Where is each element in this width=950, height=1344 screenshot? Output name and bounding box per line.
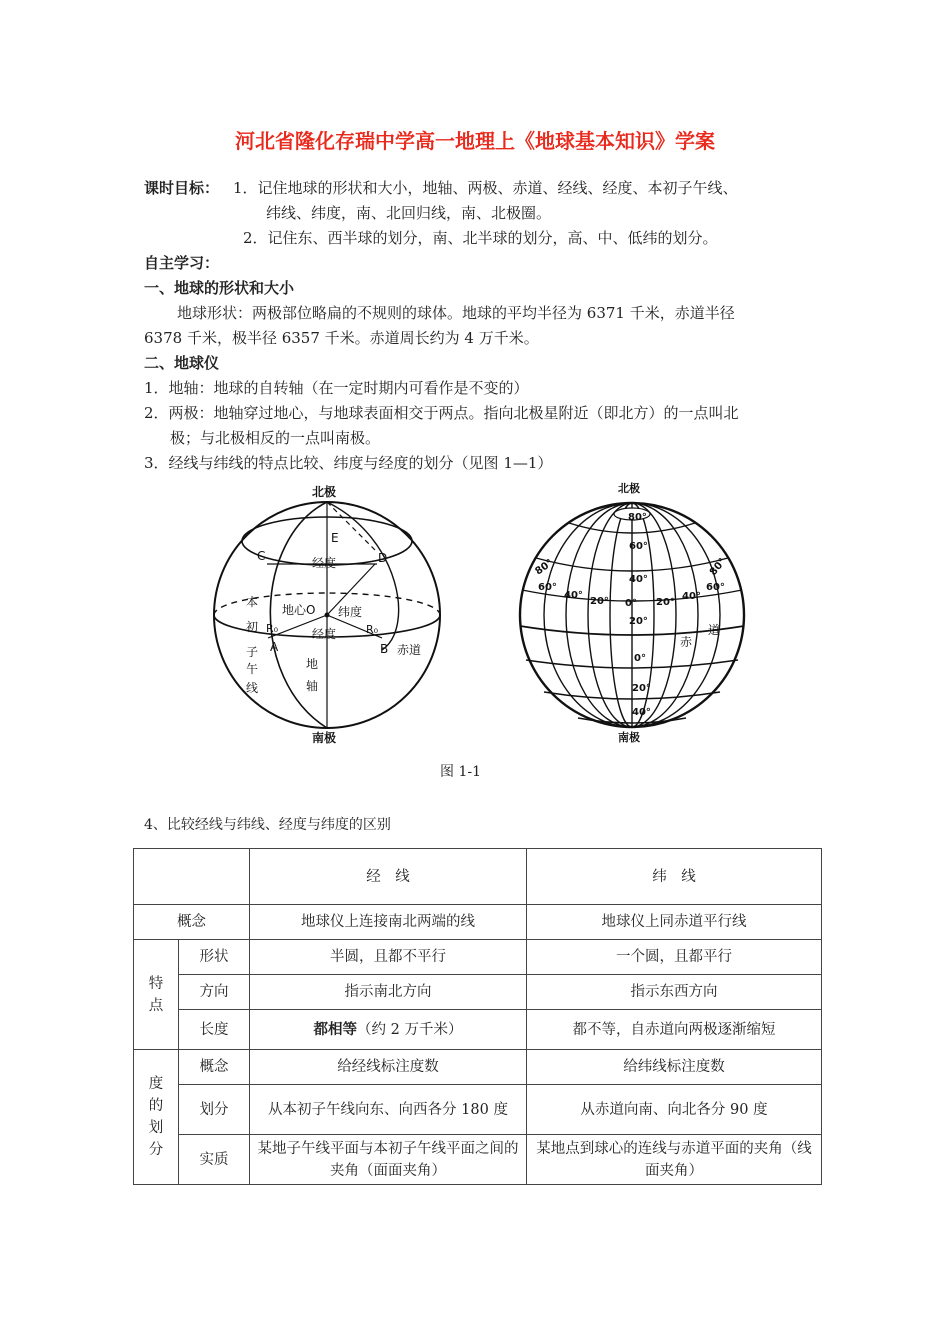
south-pole-label: 南极	[618, 731, 640, 744]
lat-label-40s: 40°	[632, 707, 651, 718]
globe-structure-diagram	[200, 478, 460, 746]
lon-label-e60: 60°	[706, 582, 725, 593]
lon-label-0: 0°	[625, 598, 637, 609]
section1-para-line1: 地球形状：两极部位略扁的不规则的球体。地球的平均半径为 6371 千米，赤道半径	[177, 304, 735, 322]
earth-center-dot	[325, 613, 330, 618]
lat-label-40: 40°	[629, 574, 648, 585]
lat-label-20s: 20°	[632, 683, 651, 694]
cell: 从本初子午线向东、向西各分 180 度	[250, 1085, 527, 1135]
north-pole-label: 北极	[618, 482, 640, 495]
cell: 半圆，且都不平行	[250, 940, 527, 975]
section2-heading: 二、地球仪	[144, 354, 220, 372]
axis-char-2: 轴	[306, 679, 319, 693]
section2-item3: 3．经线与纬线的特点比较、纬度与经度的划分（见图 1—1）	[144, 454, 553, 472]
row-label-division: 划分	[179, 1085, 250, 1135]
south-pole-label: 南极	[312, 731, 337, 745]
features-char-2: 点	[148, 997, 164, 1014]
row-label-direction: 方向	[179, 975, 250, 1010]
cell: 从赤道向南、向北各分 90 度	[527, 1085, 822, 1135]
cell: 指示南北方向	[250, 975, 527, 1010]
self-study-heading: 自主学习：	[144, 254, 220, 272]
prime-meridian-char-3: 子	[246, 645, 259, 659]
table-row	[134, 1085, 822, 1135]
comparison-table	[133, 848, 822, 1185]
point-a: A	[270, 640, 279, 654]
point-b: B	[380, 642, 389, 656]
degree-char-1: 度	[148, 1076, 164, 1092]
cell: 某地子午线平面与本初子午线平面之间的夹角（面面夹角）	[250, 1135, 527, 1185]
page-title: 河北省隆化存瑞中学高一地理上《地球基本知识》学案	[235, 129, 715, 153]
lon-label-e40: 40°	[682, 591, 701, 602]
point-d: D	[378, 551, 388, 565]
degree-char-2: 的	[148, 1098, 164, 1114]
objectives-label: 课时目标：	[144, 179, 220, 197]
lat-label-80: 80°	[628, 512, 647, 523]
equator-char-1: 赤	[680, 635, 693, 649]
length-bold-text: 都相等	[313, 1021, 358, 1038]
lat-label-0: 0°	[634, 653, 646, 664]
section1-para-line2: 6378 千米，极半径 6357 千米。赤道周长约为 4 万千米。	[144, 329, 539, 347]
cell: 指示东西方向	[527, 975, 822, 1010]
row-label-shape: 形状	[179, 940, 250, 975]
section1-heading: 一、地球的形状和大小	[144, 279, 295, 297]
lon-label-w40: 40°	[564, 590, 583, 601]
point-e: E	[331, 531, 339, 545]
header-empty-cell	[134, 849, 250, 905]
table-row	[134, 1010, 822, 1050]
longitude-top-label: 经度	[312, 556, 337, 570]
lon-label-w60: 60°	[538, 582, 557, 593]
cell: 一个圆，且都平行	[527, 940, 822, 975]
cell	[250, 1010, 527, 1050]
prime-meridian-char-4: 午	[246, 662, 259, 676]
group-label-features	[134, 940, 179, 1050]
row-label-concept: 概念	[134, 905, 250, 940]
table-row	[134, 1135, 822, 1185]
lon-label-e80: 80°	[707, 556, 729, 578]
north-pole-label: 北极	[312, 485, 337, 499]
lon-label-w20: 20°	[590, 596, 609, 607]
section2-item1: 1．地轴：地球的自转轴（在一定时期内可看作是不变的）	[144, 379, 529, 397]
objective-1-line1: 1．记住地球的形状和大小，地轴、两极、赤道、经线、经度、本初子午线、	[233, 179, 738, 197]
prime-meridian-char-2: 初	[246, 620, 259, 634]
lon-label-e20: 20°	[656, 597, 675, 608]
prime-meridian-char-1: 本	[246, 595, 259, 609]
cell: 某地点到球心的连线与赤道平面的夹角（线面夹角）	[527, 1135, 822, 1185]
group-label-degree	[134, 1050, 179, 1185]
table-row	[134, 1050, 822, 1085]
section4-heading: 4、比较经线与纬线、经度与纬度的区别	[144, 817, 391, 833]
row-label-length: 长度	[179, 1010, 250, 1050]
objective-1-line2: 纬线、纬度，南、北回归线，南、北极圈。	[266, 204, 552, 222]
center-label: 地心O	[282, 603, 316, 617]
lat-label-20n: 20°	[629, 616, 648, 627]
figure-caption: 图 1-1	[440, 764, 481, 780]
header-latitude: 纬 线	[527, 849, 822, 905]
axis-char-1: 地	[306, 657, 319, 671]
row-label-degree-concept: 概念	[179, 1050, 250, 1085]
globe-graticule-diagram	[508, 478, 756, 746]
equator-char-2: 道	[708, 623, 721, 637]
cell: 都不等，自赤道向两极逐渐缩短	[527, 1010, 822, 1050]
lon-label-w80: 80°	[533, 557, 556, 578]
equator-label: 赤道	[397, 643, 422, 657]
row-label-essence: 实质	[179, 1135, 250, 1185]
r0-right: R₀	[366, 623, 379, 636]
longitude-bottom-label: 经度	[312, 627, 337, 641]
section2-item2-line1: 2．两极：地轴穿过地心，与地球表面相交于两点。指向北极星附近（即北方）的一点叫北	[144, 404, 739, 422]
degree-char-4: 分	[148, 1142, 164, 1158]
latitude-angle-label: 纬度	[338, 605, 363, 619]
table-row	[134, 940, 822, 975]
cell: 地球仪上连接南北两端的线	[250, 905, 527, 940]
table-row	[134, 975, 822, 1010]
prime-meridian-char-5: 线	[246, 681, 259, 695]
cell: 给经线标注度数	[250, 1050, 527, 1085]
cell: 地球仪上同赤道平行线	[527, 905, 822, 940]
features-char-1: 特	[148, 975, 164, 992]
r0-left: R₀	[266, 622, 279, 635]
point-c: C	[257, 549, 266, 563]
table-row	[134, 905, 822, 940]
section2-item2-line2: 极；与北极相反的一点叫南极。	[170, 429, 381, 447]
cell: 给纬线标注度数	[527, 1050, 822, 1085]
objective-2: 2．记住东、西半球的划分，南、北半球的划分，高、中、低纬的划分。	[243, 229, 718, 247]
length-rest-text: （约 2 万千米）	[357, 1021, 463, 1038]
table-header-row	[134, 849, 822, 905]
objectives	[144, 178, 738, 198]
header-longitude: 经 线	[250, 849, 527, 905]
degree-char-3: 划	[148, 1120, 164, 1136]
lat-label-60: 60°	[629, 541, 648, 552]
